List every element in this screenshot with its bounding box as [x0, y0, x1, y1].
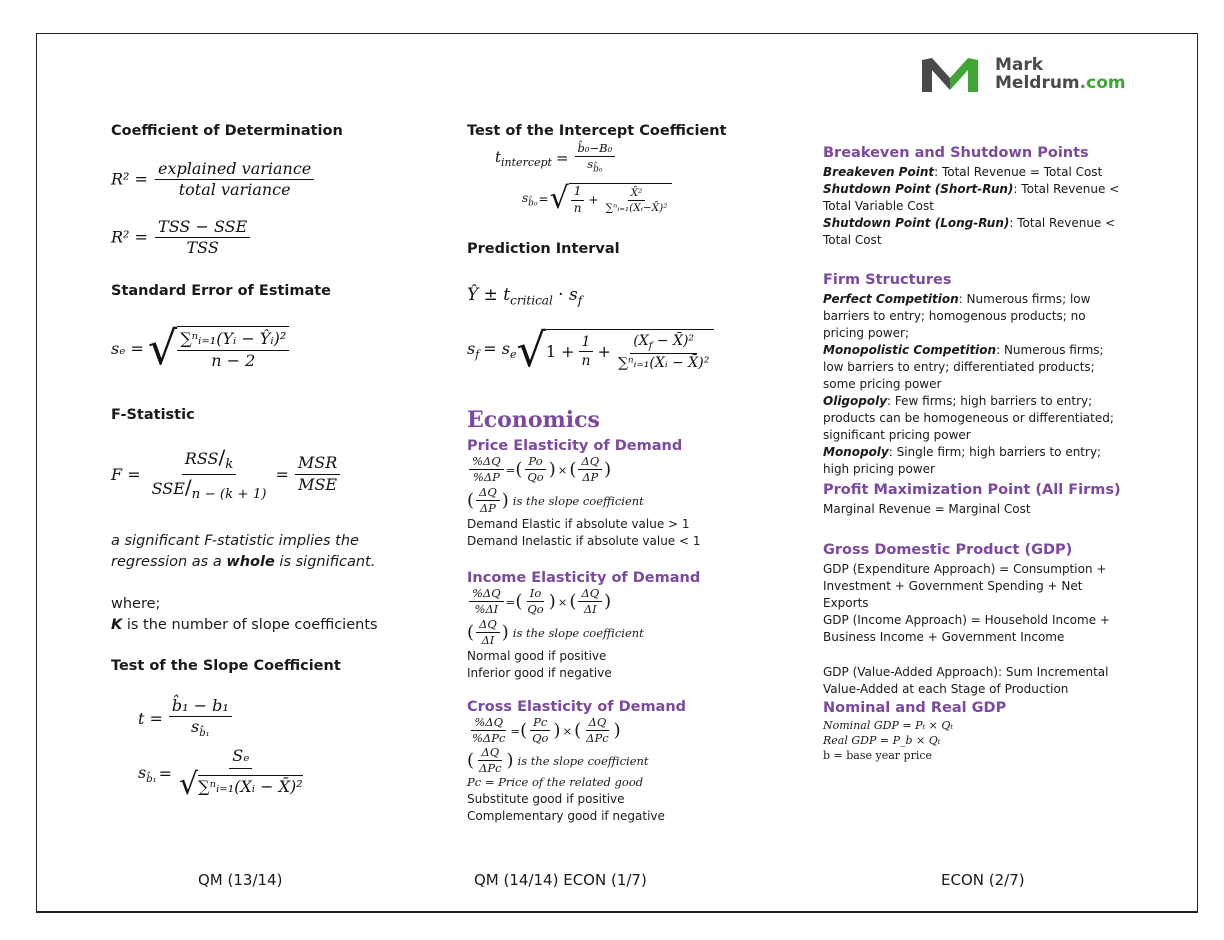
sb0-n: n [573, 200, 582, 215]
ied-b-num: ΔQ [578, 587, 602, 602]
bsp-desc-3: : Total Revenue < Total Cost [823, 216, 1116, 247]
formula-r2-variance [111, 160, 316, 200]
ped-text [467, 516, 701, 550]
where-label: where; [111, 596, 161, 612]
nr-real: Real GDP = P_b × Qₜ [823, 734, 941, 747]
ied-b-frac [578, 587, 602, 616]
sb0-s: s [522, 190, 529, 205]
f-nk: n − (k + 1) [191, 486, 267, 502]
ced-lhs-frac [469, 716, 508, 745]
t-den-s: s [191, 717, 200, 737]
heading-f-statistic: F-Statistic [111, 407, 195, 423]
sb0-frac-1 [571, 185, 585, 216]
logo-text-com: .com [1079, 73, 1126, 93]
bsp-desc-1: : Total Revenue = Total Cost [934, 165, 1103, 179]
r2-lhs-2: R² = [111, 227, 148, 247]
f-note-2b: whole [226, 554, 275, 570]
ied-sc-text: is the slope coefficient [512, 625, 644, 640]
ped-slope-line: ( $\frac{\Delta Q}{\Delta P}$ ) is the slope coefficient [467, 485, 644, 516]
ped-sc-frac [476, 486, 500, 515]
ced-pc-def: Pc = Price of the related good [467, 775, 644, 789]
ti-num: b̂₀−B₀ [575, 142, 616, 157]
logo-text-mark: Mark [995, 55, 1044, 75]
nr-nominal: Nominal GDP = Pₜ × Qₜ [823, 719, 954, 732]
sb1-eq: = [158, 764, 173, 784]
formula-sb1 [138, 746, 308, 803]
r2-lhs: R² = [111, 169, 148, 189]
sqrt-symbol: √ [147, 321, 178, 375]
ped-lhs-frac [469, 455, 504, 484]
f-note-2c: is significant. [274, 554, 376, 570]
sf-lhs [467, 339, 479, 361]
logo-text-meldrum: Meldrum [995, 73, 1080, 93]
ped-b-num: ΔQ [578, 455, 602, 470]
ti-eq: = [555, 149, 569, 168]
sb1-num: Sₑ [229, 747, 252, 769]
ped-b-den: ΔP [582, 470, 599, 485]
sb0-plus: + [588, 193, 599, 208]
bsp-item-3 [823, 215, 1123, 249]
sf-frac-1 [579, 334, 594, 369]
bsp-desc-2: : Total Revenue < Total Variable Cost [823, 182, 1120, 213]
ced-eq: = [510, 723, 521, 738]
fs-term-3: Oligopoly [823, 394, 888, 408]
ced-b-den: ΔPc [586, 731, 609, 746]
formula-t-slope [138, 697, 234, 740]
sb1-sub: b̂₁ [146, 773, 157, 785]
fs-desc-4: : Single firm; high barriers to entry; high pricing power [823, 445, 1102, 476]
gdp-text-1: GDP (Expenditure Approach) = Consumption + Investment + Government Spending + Net Exports [823, 562, 1107, 610]
ced-a-frac [529, 716, 551, 745]
f-den: SSE/$_{n - (k + 1)}$ [151, 474, 267, 502]
ced-b-frac [583, 716, 611, 745]
fs-desc-3: : Few firms; high barriers to entry; products can be homogeneous or differentiated; significant pricing power [823, 394, 1114, 442]
sf-eq-text: = s [483, 338, 510, 358]
heading-breakeven-shutdown: Breakeven and Shutdown Points [823, 145, 1089, 161]
ti-den-s: s [587, 157, 594, 172]
sb0-frac-2 [603, 187, 671, 214]
bsp-term-2: Shutdown Point (Short-Run) [823, 182, 1014, 196]
sb0-eq: = [538, 192, 549, 207]
formula-f-statistic [111, 446, 342, 502]
t-num: b̂₁ − b₁ [169, 697, 232, 717]
heading-profit-maximization: Profit Maximization Point (All Firms) [823, 482, 1121, 498]
formula-t-intercept [495, 142, 617, 175]
ied-a-frac [524, 587, 546, 616]
sf-num2-sub: f [648, 340, 653, 352]
pi-sub: critical [510, 293, 553, 308]
ped-a-num: Po [525, 455, 545, 470]
r2-num-1: explained variance [155, 160, 314, 180]
ced-x: × [562, 723, 573, 738]
formula-price-elasticity: $\frac{\%\Delta Q}{\%\Delta P}$ = ( $\frac{Po}{Qo}$ ) × ( $\frac{\Delta Q}{\Delta P}$ ) [467, 455, 611, 484]
f-num: RSS/$_k$ [182, 446, 237, 475]
ti-den [584, 157, 605, 175]
gdp-text-2: GDP (Income Approach) = Household Income + Business Income + Government Income [823, 613, 1110, 644]
k-var: K [111, 617, 123, 633]
heading-firm-structures: Firm Structures [823, 272, 952, 288]
f-sse: SSE [151, 478, 185, 498]
fs-item-4 [823, 444, 1123, 478]
heading-coefficient-of-determination: Coefficient of Determination [111, 123, 343, 139]
footer-col-1: QM (13/14) [198, 871, 283, 889]
heading-test-intercept: Test of the Intercept Coefficient [467, 123, 727, 139]
r2-num-2: TSS − SSE [155, 218, 250, 238]
ced-a-num: Pc [530, 716, 550, 731]
ied-a-den: Qo [527, 602, 544, 617]
ied-text-1: Normal good if positive [467, 649, 607, 663]
logo [920, 56, 1130, 96]
gdp-text-3: GDP (Value-Added Approach): Sum Incremental Value-Added at each Stage of Production [823, 665, 1109, 696]
ced-l-den: %ΔPc [472, 731, 506, 746]
footer-col-2: QM (14/14) ECON (1/7) [474, 871, 647, 889]
ced-a-den: Qo [532, 731, 549, 746]
ced-sc-den: ΔPc [479, 761, 502, 776]
bsp-term-3: Shutdown Point (Long-Run) [823, 216, 1010, 230]
pm-text: Marginal Revenue = Marginal Cost [823, 502, 1031, 516]
sb0-sub: b̂₀ [528, 197, 538, 208]
f-lhs: F = [111, 464, 141, 484]
f-k: k [225, 457, 234, 473]
ied-sc-num: ΔQ [476, 618, 500, 633]
sf-num2-tail: − X̄)² [652, 332, 695, 349]
fs-item-1 [823, 291, 1123, 342]
formula-sf [467, 323, 714, 377]
sb1-fraction [176, 746, 306, 803]
ied-text [467, 648, 612, 682]
ped-l-num: %ΔQ [469, 455, 504, 470]
sb0-radicand [569, 183, 673, 216]
heading-economics: Economics [467, 407, 600, 433]
sb0-one: 1 [571, 185, 585, 201]
logo-m-icon [920, 56, 980, 94]
f-note [111, 531, 375, 573]
bsp-text [823, 164, 1123, 249]
ped-l-den: %ΔP [472, 470, 500, 485]
ied-a-num: Io [527, 587, 544, 602]
sb0-den: ∑ⁿᵢ₌₁(Xᵢ−X̄)² [605, 201, 668, 214]
ced-text-1: Substitute good if positive [467, 792, 625, 806]
sb1-s: s [138, 762, 147, 782]
ped-sc-num: ΔQ [476, 486, 500, 501]
heading-cross-elasticity: Cross Elasticity of Demand [467, 699, 687, 715]
t-den-sub: b̂₁ [199, 728, 210, 740]
se-den: n − 2 [211, 350, 256, 370]
se-lhs: sₑ = [111, 338, 144, 358]
ped-text-1: Demand Elastic if absolute value > 1 [467, 517, 690, 531]
ied-l-den: %ΔI [474, 602, 499, 617]
ped-x: × [557, 462, 568, 477]
ced-text [467, 791, 665, 825]
fs-term-4: Monopoly [823, 445, 889, 459]
fs-desc-2: : Numerous firms; low barriers to entry; differentiated products; some pricing power [823, 343, 1104, 391]
footer-col-3: ECON (2/7) [941, 871, 1025, 889]
sb0-sqrt-symbol: √ [549, 181, 569, 217]
f-note-line-1: a significant F-statistic implies the [111, 533, 359, 549]
t-lhs: t = [138, 709, 163, 729]
sf-sub: f [475, 348, 480, 362]
bsp-item-1 [823, 164, 1123, 181]
r2-den-2: TSS [186, 238, 219, 258]
ied-text-2: Inferior good if negative [467, 666, 612, 680]
ti-lhs [495, 148, 552, 169]
ied-sc-frac [476, 618, 500, 647]
bsp-term-1: Breakeven Point [823, 165, 935, 179]
where-note [111, 594, 378, 636]
ied-eq: = [505, 594, 516, 609]
sf-num2 [630, 333, 697, 354]
formula-r2-tss [111, 218, 252, 258]
bsp-item-2 [823, 181, 1123, 215]
heading-gdp: Gross Domestic Product (GDP) [823, 542, 1073, 558]
ced-text-2: Complementary good if negative [467, 809, 665, 823]
heading-test-slope: Test of the Slope Coefficient [111, 658, 341, 674]
r2-fraction-2 [155, 218, 250, 258]
ped-a-den: Qo [527, 470, 544, 485]
k-desc: is the number of slope coefficients [122, 617, 378, 633]
f-note-line-2 [111, 552, 375, 573]
sf-sqrt-symbol: √ [516, 323, 546, 377]
fs-text [823, 291, 1123, 478]
t-den [188, 717, 213, 740]
heading-income-elasticity: Income Elasticity of Demand [467, 570, 701, 586]
k-definition [111, 615, 378, 636]
ti-sub: intercept [501, 155, 552, 169]
heading-standard-error: Standard Error of Estimate [111, 283, 332, 299]
pi-tail-sub: f [577, 293, 583, 308]
sb0-lhs [522, 191, 538, 208]
ied-slope-line: ( $\frac{\Delta Q}{\Delta I}$ ) is the slope coefficient [467, 617, 644, 648]
ied-b-den: ΔI [583, 602, 597, 617]
sf-num1: 1 [579, 334, 594, 352]
sf-frac-2 [615, 333, 712, 371]
fs-desc-1: : Numerous firms; low barriers to entry; homogenous products; no pricing power; [823, 292, 1091, 340]
ced-sc-text: is the slope coefficient [517, 753, 649, 768]
sf-den1: n [581, 353, 591, 370]
fs-term-2: Monopolistic Competition [823, 343, 997, 357]
f-ms-fraction [295, 454, 340, 494]
nr-text [823, 718, 953, 763]
heading-nominal-real-gdp: Nominal and Real GDP [823, 700, 1007, 716]
formula-sb0 [522, 183, 672, 216]
fs-item-3 [823, 393, 1123, 444]
fs-item-2 [823, 342, 1123, 393]
ped-b-frac [578, 455, 602, 484]
heading-prediction-interval: Prediction Interval [467, 241, 620, 257]
sf-den2: ∑ⁿᵢ₌₁(Xᵢ − X̄)² [617, 355, 710, 372]
ied-sc-den: ΔI [481, 633, 495, 648]
ied-x: × [557, 594, 568, 609]
ped-eq: = [505, 462, 516, 477]
sf-radicand [546, 329, 715, 371]
sf-one: 1 + [545, 342, 575, 362]
sf-s: s [467, 338, 476, 358]
pi-tail: · s [552, 285, 578, 305]
ced-b-num: ΔQ [586, 716, 610, 731]
ced-slope-line: ( $\frac{\Delta Q}{\text{ΔPc}}$ ) is the slope coefficient [467, 745, 649, 776]
se-num: ∑ⁿᵢ₌₁(Yᵢ − Ŷᵢ)² [177, 330, 289, 350]
sf-num2-a: (X [633, 332, 649, 349]
t-fraction [169, 697, 232, 740]
ped-sc-text: is the slope coefficient [512, 493, 644, 508]
fs-term-1: Perfect Competition [823, 292, 959, 306]
f-msr: MSR [295, 454, 340, 474]
f-fraction [149, 446, 270, 502]
ped-sc-den: ΔP [479, 501, 496, 516]
formula-income-elasticity: $\frac{\%\Delta Q}{\%\Delta I}$ = ( $\frac{Io}{Qo}$ ) × ( $\frac{\Delta Q}{\Delta I}$ ) [467, 587, 611, 616]
sf-plus: + [597, 342, 611, 362]
r2-fraction-1 [155, 160, 314, 200]
ped-a-frac [524, 455, 546, 484]
sb1-den: √ ∑ⁿᵢ₌₁(Xᵢ − X̄)² [179, 767, 303, 803]
ped-text-2: Demand Inelastic if absolute value < 1 [467, 534, 701, 548]
ied-lhs-frac [469, 587, 504, 616]
formula-standard-error [111, 321, 291, 375]
ti-t: t [495, 147, 502, 166]
ied-l-num: %ΔQ [469, 587, 504, 602]
sb0-num: X̄² [628, 187, 646, 201]
sf-eq-sub: e [510, 348, 517, 362]
logo-text-domain [995, 74, 1126, 93]
sb1-lhs [138, 763, 157, 785]
sb1-den-text: ∑ⁿᵢ₌₁(Xᵢ − X̄)² [198, 776, 303, 796]
heading-price-elasticity: Price Elasticity of Demand [467, 438, 683, 454]
f-eq: = [275, 464, 289, 484]
f-mse: MSE [298, 474, 338, 494]
nr-base: b = base year price [823, 749, 933, 762]
se-fraction [177, 326, 289, 370]
ti-den-sub: b̂₀ [593, 164, 603, 175]
sf-eq [483, 339, 516, 361]
f-note-2a: regression as a [111, 554, 227, 570]
ced-sc-frac [476, 746, 504, 775]
f-rss: RSS [184, 449, 219, 468]
ti-fraction [575, 142, 616, 175]
ced-l-num: %ΔQ [471, 716, 506, 731]
r2-den-1: total variance [178, 180, 291, 200]
pi-expr: Ŷ ± t [467, 285, 511, 305]
formula-cross-elasticity: $\frac{\%\Delta Q}{\text{\%ΔPc}}$ = ( $\frac{Pc}{Qo}$ ) × ( $\frac{\Delta Q}{\text{ΔPc}}$ ) [467, 716, 621, 745]
formula-prediction-interval [467, 285, 582, 307]
ced-sc-num: ΔQ [478, 746, 502, 761]
